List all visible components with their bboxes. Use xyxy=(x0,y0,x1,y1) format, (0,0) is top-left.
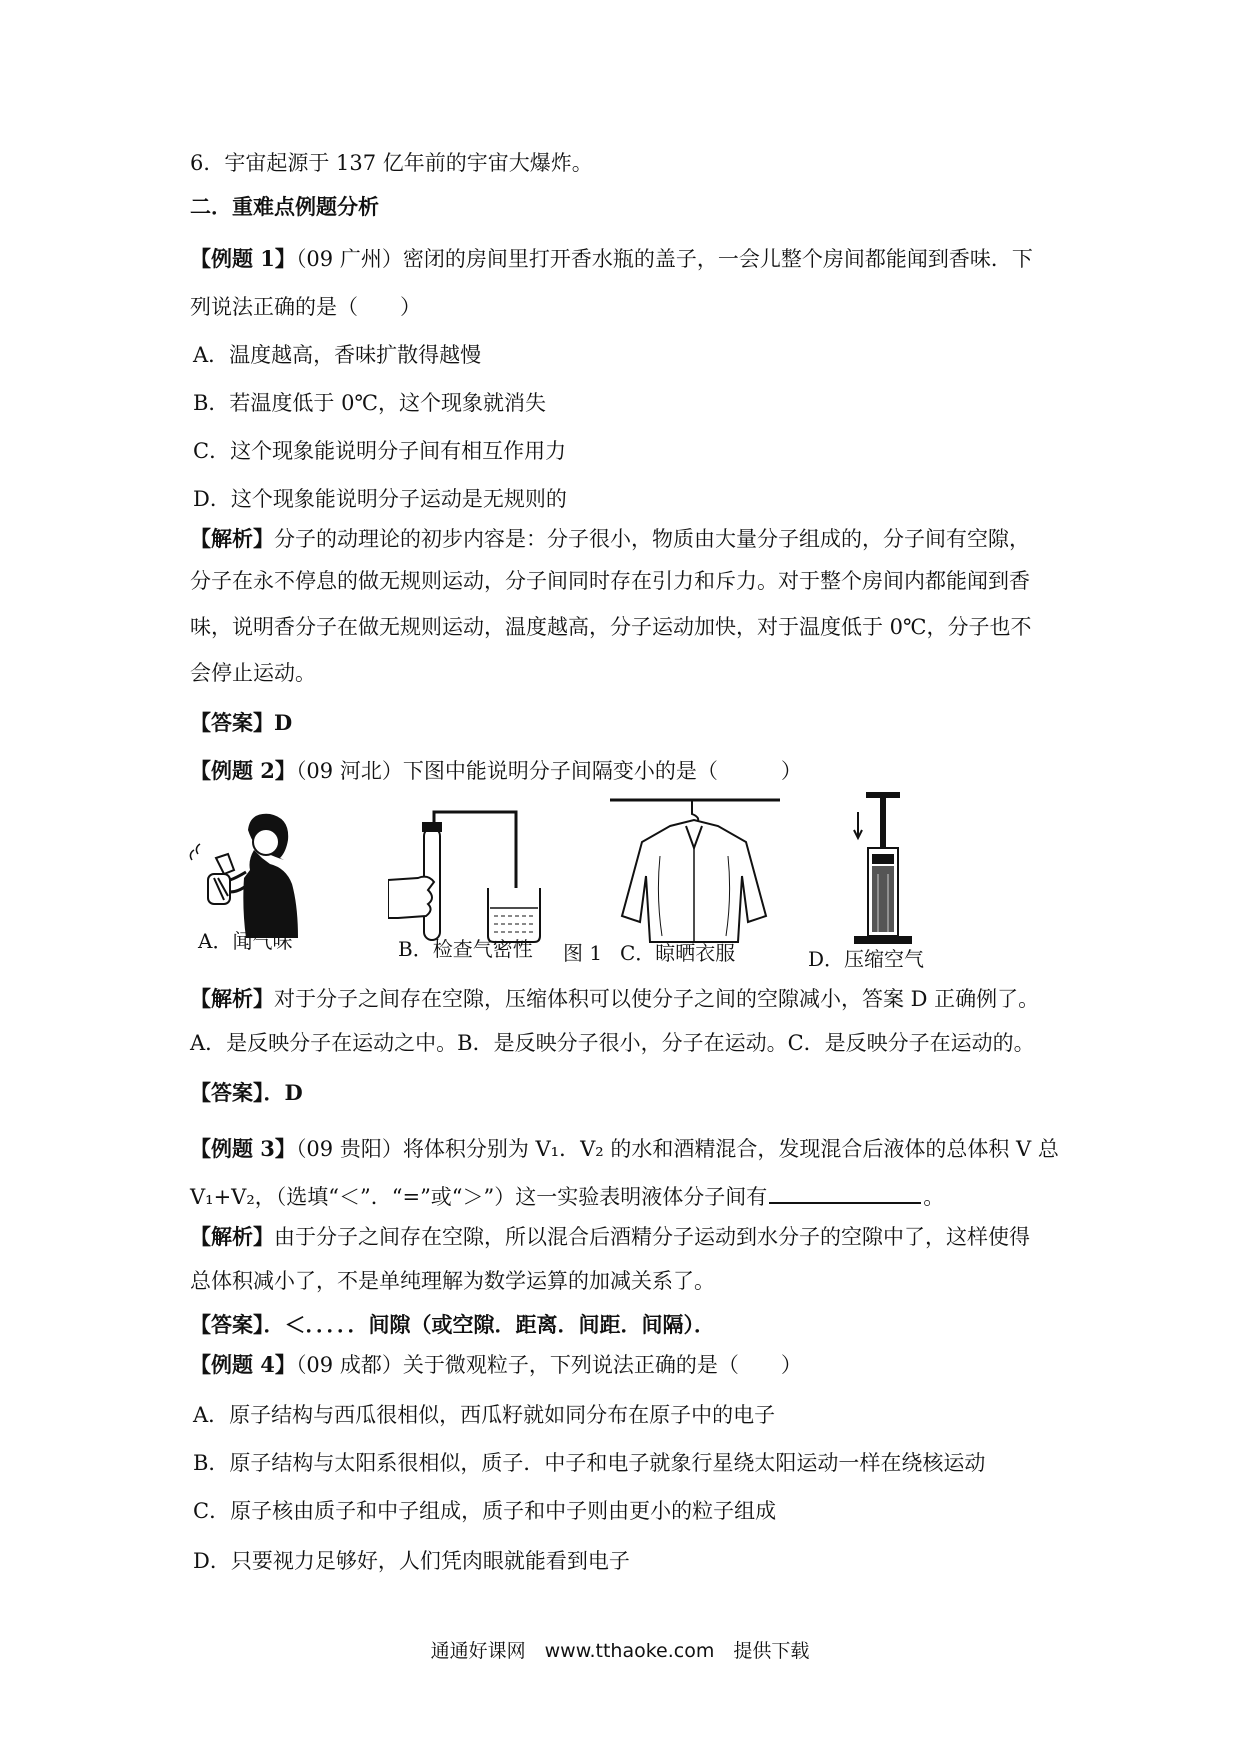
ex4-stem-line xyxy=(190,1350,802,1380)
ex4-stem: （09 成都）关于微观粒子，下列说法正确的是（ ） xyxy=(295,1353,802,1377)
caption-b: B．检查气密性 xyxy=(398,937,533,961)
ex2-tag: 【例题 2】 xyxy=(190,758,296,783)
ex2-analysis-line2: A．是反映分子在运动之中。B．是反映分子很小，分子在运动。C．是反映分子在运动的。 xyxy=(190,1031,1035,1055)
ex1-stem-1: （09 广州）密闭的房间里打开香水瓶的盖子，一会儿整个房间都能闻到香味．下 xyxy=(295,247,1033,271)
ex1-analysis-line1 xyxy=(190,524,1030,554)
ex3-stem-1: （09 贵阳）将体积分别为 V₁．V₂ 的水和酒精混合，发现混合后液体的总体积 V 总 xyxy=(295,1137,1059,1161)
ex3-analysis-line2: 总体积减小了，不是单纯理解为数学运算的加减关系了。 xyxy=(190,1269,715,1293)
ex3-analysis-1: 由于分子之间存在空隙，所以混合后酒精分子运动到水分子的空隙中了，这样使得 xyxy=(274,1225,1030,1249)
ex3-stem-2b: 。 xyxy=(923,1185,945,1209)
ex2-analysis-tag: 【解析】 xyxy=(190,986,274,1011)
ex1-analysis-line4: 会停止运动。 xyxy=(190,661,316,685)
ex4-option-b: B．原子结构与太阳系很相似，质子．中子和电子就象行星绕太阳运动一样在绕核运动 xyxy=(193,1451,986,1475)
ex3-answer xyxy=(190,1310,715,1340)
ex1-option-a: A．温度越高，香味扩散得越慢 xyxy=(193,343,482,367)
ex1-answer xyxy=(190,708,292,738)
figure-d-pump-image xyxy=(848,792,918,952)
ex3-stem-line1 xyxy=(190,1134,1059,1164)
ex2-answer xyxy=(190,1078,303,1108)
caption-a: A．闻气味 xyxy=(198,929,293,953)
ex1-analysis-line2: 分子在永不停息的做无规则运动，分子间同时存在引力和斥力。对于整个房间内都能闻到香 xyxy=(190,569,1030,593)
section-heading: 二．重难点例题分析 xyxy=(190,194,379,219)
ex4-option-c: C．原子核由质子和中子组成，质子和中子则由更小的粒子组成 xyxy=(193,1499,777,1523)
ex1-answer-tag: 【答案】 xyxy=(190,710,274,735)
ex1-analysis-tag: 【解析】 xyxy=(190,526,274,551)
ex1-answer-value: D xyxy=(274,710,293,735)
ex4-tag: 【例题 4】 xyxy=(190,1352,296,1377)
ex1-option-b: B．若温度低于 0℃，这个现象就消失 xyxy=(193,391,546,415)
ex1-stem-line2: 列说法正确的是（ ） xyxy=(190,295,421,319)
ex3-analysis-tag: 【解析】 xyxy=(190,1224,274,1249)
ex1-analysis-1: 分子的动理论的初步内容是：分子很小，物质由大量分子组成的，分子间有空隙， xyxy=(274,527,1030,551)
figure-c-shirt-image xyxy=(610,796,780,946)
ex2-answer-value: ．D xyxy=(263,1080,303,1105)
ex2-stem: （09 河北）下图中能说明分子间隔变小的是（ ） xyxy=(295,759,802,783)
caption-d: D．压缩空气 xyxy=(808,947,925,971)
ex1-option-c: C．这个现象能说明分子间有相互作用力 xyxy=(193,439,567,463)
item-6: 6．宇宙起源于 137 亿年前的宇宙大爆炸。 xyxy=(190,151,593,175)
caption-c: C．晾晒衣服 xyxy=(620,941,736,965)
ex1-analysis-line3: 味，说明香分子在做无规则运动，温度越高，分子运动加快，对于温度低于 0℃，分子也不 xyxy=(190,615,1032,639)
ex2-analysis-1: 对于分子之间存在空隙，压缩体积可以使分子之间的空隙减小，答案 D 正确例了。 xyxy=(274,987,1040,1011)
ex4-option-d: D．只要视力足够好，人们凭肉眼就能看到电子 xyxy=(193,1549,630,1573)
ex3-answer-blank xyxy=(769,1180,921,1204)
ex1-tag: 【例题 1】 xyxy=(190,246,296,271)
ex3-analysis-line1 xyxy=(190,1222,1030,1252)
figure-b-test-tube-image xyxy=(388,808,548,954)
ex3-answer-tag: 【答案】 xyxy=(190,1312,264,1337)
ex1-option-d: D．这个现象能说明分子运动是无规则的 xyxy=(193,487,567,511)
figure-a-smelling-image xyxy=(188,808,300,948)
ex2-stem-line xyxy=(190,756,802,786)
ex2-answer-tag: 【答案】 xyxy=(190,1080,264,1105)
ex3-answer-value: ．＜．．．．．间隙（或空隙．距离．间距．间隔）． xyxy=(263,1312,715,1337)
ex2-analysis-line1 xyxy=(190,984,1039,1014)
figure-1-label: 图 1 xyxy=(563,941,603,965)
ex3-stem-2a: V₁+V₂，（选填“＜”．“=”或“＞”）这一实验表明液体分子间有 xyxy=(190,1185,768,1209)
ex1-stem-line1 xyxy=(190,244,1033,274)
ex4-option-a: A．原子结构与西瓜很相似，西瓜籽就如同分布在原子中的电子 xyxy=(193,1403,776,1427)
ex3-stem-line2 xyxy=(190,1180,944,1212)
page-footer: 通通好课网 www.tthaoke.com 提供下载 xyxy=(430,1640,810,1662)
ex3-tag: 【例题 3】 xyxy=(190,1136,296,1161)
